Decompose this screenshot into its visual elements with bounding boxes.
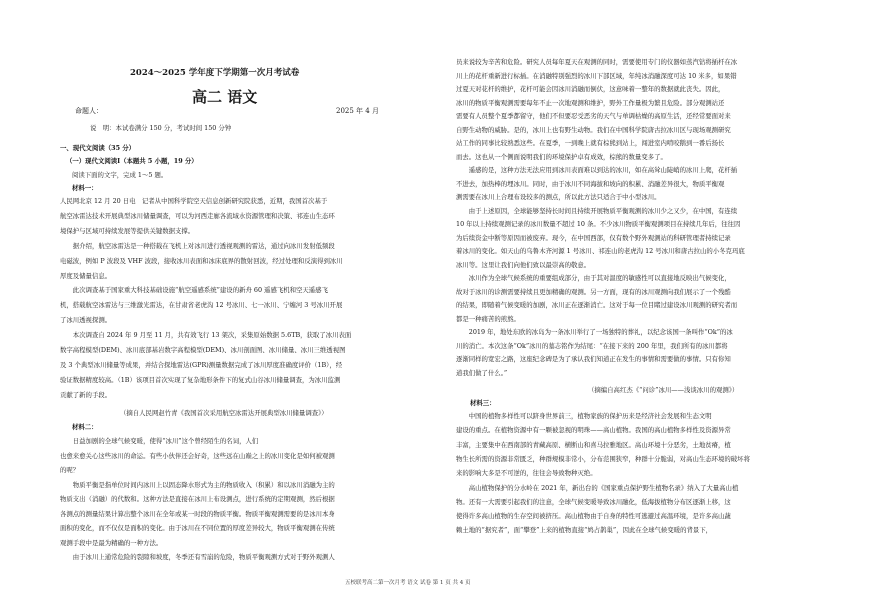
setter-label: 命题人： [75, 107, 103, 115]
text-line: 境保护与区域可持续发展等提供关键数据支撑。 [60, 226, 195, 235]
text-line: 站工作的同事比较熟悉这些。在夏季，一到晚上就有棕熊到站上，闯进室内啃咬鹅到一番后扬长 [456, 139, 725, 147]
text-line: 高山植物保护的分水岭在 2021 年，新出台的《国家重点保护野生植物名录》纳入了大量高山植 [456, 483, 739, 492]
text-line: 数字高程模型(DEM)、冰川底部基岩数字高程模型(DEM)、冰川剖面图、冰川储量、冰川三维透视图 [60, 346, 346, 354]
exam-note: 说 明：本试卷满分 150 分，考试时间 150 分钟 [90, 124, 232, 132]
text-line: 冰川等。这里让我们向他们致以最崇高的敬意。 [456, 260, 591, 269]
text-line: 员来说较为辛苦和危险。研究人员每年夏天在观测的同时，需要使用专门的仪器如蒸汽钻将插杆在冰 [456, 58, 738, 66]
text-line: 遥感的是，这种方法无法应用到冰川表面难以到达的冰川，如在高耸山陡峭的冰川上爬，花杆插 [456, 166, 738, 174]
text-line: 人民网北京 12 月 20 日电 记者从中国科学院空天信息创新研究院获悉，近期，我国首次基于 [60, 197, 328, 205]
text-line: 建设的重点。在植物资源中有一颗被忽视的明珠——高山植物。我国的高山植物多样性及资源异常 [456, 426, 731, 435]
text-line: 航空冰雷达技术开展典型冰川储量调查，可以为河西走廊各流域水资源管理和决策、祁连山生态环 [60, 211, 335, 220]
subsection-1-heading: （一）现代文阅读Ⅰ（本题共 5 小题，19 分） [66, 157, 198, 165]
exam-date: 2025 年 4 月 [336, 107, 379, 115]
text-line: 中国的植物多样性可以跻身世界前三，植物家族的保护历来是经济社会发展和生态文明 [456, 412, 712, 420]
text-line: 了冰川透视探测。 [60, 316, 112, 325]
text-line: 都是一种痛苦的煎熬。 [456, 314, 520, 323]
text-line: 逐渐同样的宽宏之路，这座纪念碑是为了承认我们知道正在发生的事情和需要做的事情。只有你知 [456, 355, 731, 363]
text-line: 日益加剧的全球气候变暖，使得“冰川”这个曾经陌生的名词，人们 [60, 437, 259, 445]
text-line: 此次调查基于国家重大科技基础设施“航空遥感系统”建设的新舟 60 遥感飞机和空天遥感飞 [60, 286, 328, 295]
section-1-heading: 一、现代文阅读（35 分） [60, 144, 136, 152]
text-line: 物质平衡是指单位时间内冰川上以固态降水形式为主的物质收入（积累）和以冰川消融为主的 [60, 480, 335, 489]
subject-title: 高二 语文 [192, 88, 258, 106]
material-3-label: 材料三： [470, 399, 496, 407]
text-line: 及 3 个典型冰川储量等成果，并结合探地雷达(GPR)测量数据完成了冰川厚度准确度评价（1B），经 [60, 360, 343, 369]
text-line: 来的影响大多是不可逆的，往往会导致物种灭绝。 [456, 469, 597, 478]
text-line: 贡献了新的手段。 [60, 390, 112, 399]
text-line: 川的消亡。本次这条“Ok”冰川的墓志铭作为结尾：“在接下来的 200 年里，我们所有的冰川都将 [456, 341, 728, 350]
text-line: 的结果，即随着气候变暖的加剧，冰川正在逐渐消亡。这对于每一位目睹过建设冰川观测的研究者而 [456, 301, 738, 309]
text-line: 赖土地的“据究者”，面“攀登”上来的植物直接“鸠占鹊巢”，因此在全球气候变暖的背景下， [456, 526, 713, 535]
text-line: 观测手段中是最为精确的一种方法。 [60, 538, 163, 547]
text-line: 10 年以上持续观测记录的冰川数量不超过 10 条。不少冰川物质平衡观测项目在持续几年后，往往因 [456, 220, 741, 228]
text-line: 验证数据精度较高。（1B）该项目首次实现了复杂地形条件下的复式山谷冰川储量调查，为冰川监测 [60, 375, 341, 384]
text-line: 而去。这也从一个侧面说明我们的环境保护卓有成效，棕熊的数量变多了。 [456, 152, 667, 161]
text-line: 使得许多高山植物的生存空间被挤压。高山植物由于自身的特性可逃避过高温环境，是许多高山蔬 [456, 512, 731, 521]
text-line: 各测点的测量结果计算出整个冰川在全年或某一时段的物质平衡。物质平衡观测需要的是冰川本身 [60, 509, 335, 518]
text-line: 由于冰川上通常危险的裂隙和坡度，冬季还有雪崩的危险，物质平衡观测方式对于野外观测人 [60, 553, 335, 561]
text-line: 丰富，主要集中在西南部的青藏高原、横断山和喜马拉雅地区。高山环境十分恶劣，土地贫瘠，植 [456, 440, 731, 449]
text-line: 道我们做了什么。” [456, 368, 508, 377]
instruction: 阅读下面的文字，完成 1～5 题。 [72, 171, 168, 179]
text-line: 冰川作为全球气候系统的重要组成部分，由于其对温度的敏感性可以直接地反映出气候变化， [456, 274, 731, 282]
material-1-label: 材料一： [72, 184, 98, 192]
text-line: 物生长所需的资源非常匮乏，种群规模非常小，分布范围狭窄，种群十分脆弱，对高山生态环境的破坏将 [456, 454, 750, 463]
text-line: 过夏天对花杆的维护，花杆可能会因冰川消融而倒伏，这意味着一整年的数据就此丧失。因此， [456, 85, 725, 93]
text-line: 为后续资金中断等原因而被废弃。现今，在中国西部，仅有数个野外观测站的科研管理者持续记录 [456, 233, 731, 242]
text-line: 自野生动物的威胁。是的，冰川上也有野生动物。我们在中国科学院唐古拉冰川区与现场观测研究 [456, 125, 731, 134]
text-line: 物质支出（消融）的代数和。这种方法是直接在冰川上布设测点，进行系统的定期观测，然后根据 [60, 495, 335, 503]
text-line: 需要有人员整个夏季都留守，他们不但要忍受恶劣的天气与单调枯燥的高原生活，还经常要面对来 [456, 112, 731, 120]
text-line: 故对于冰川的诊测需要持续且更加精确的观测。另一方面，现有的冰川观测向我们展示了一个残酷 [456, 287, 731, 296]
text-line: 本次调查自 2024 年 9 月至 11 月，共有效飞行 13 架次，采集原始数据 5.6TB，获取了冰川表面 [60, 331, 352, 340]
text-line: 的呢？ [60, 466, 80, 474]
material-2-label: 材料二： [72, 423, 98, 431]
text-line: 2019 年，地处东欧的冰岛为一条冰川举行了一场独特的葬礼，以纪念该国一条叫作“Ok”的冰 [456, 328, 733, 336]
page-footer: 五校联考高二第一次月考 语文 试卷 第 1 页 共 4 页 [345, 580, 471, 586]
text-line: 冰川的物质平衡观测需要每年不止一次地观测和维护，野外工作量极为繁且危险。部分观测站还 [456, 98, 725, 107]
text-line: 物。还有一大需要引起我们的注意，全球气候变暖导致冰川融化，低海拔植物分布区逐渐上移，这 [456, 497, 731, 506]
text-line: 机，搭载航空冰雷达与三维激光雷达，在甘肃省老虎沟 12 号冰川、七一冰川、宁缠河 3 号冰川开展 [60, 301, 343, 310]
text-line: 着冰川的变化。如天山的乌鲁木齐河源 1 号冰川、祁连山的老虎沟 12 号冰川和唐古拉山的小冬克玛底 [456, 247, 745, 255]
material-1-credit: （摘自人民网赵竹青《我国首次采用航空冰雷达开展典型冰川储量调查》） [120, 409, 328, 417]
text-line: 不进去，加热棒的埋冰川。同时，由于冰川不同海拔和坡向的积累、消融差异很大，物质平衡观 [456, 179, 725, 188]
material-2-credit: （摘编自高红杰《“问诊”冰川——浅谈冰川的观测》） [588, 386, 739, 394]
text-line: 电磁波，例如 P 波段及 VHF 波段，接收冰川表面和冰床底界的散射回波，经过处理和反演得到冰川 [60, 256, 343, 265]
text-line: 也愈来愈关心这些冰川的命运。有些小伙伴还会好奇，这些远在山巅之上的冰川变化是如何被观测 [60, 451, 335, 460]
text-line: 面积的变化，而不仅仅是面积的变化。由于冰川在不同位置的厚度差异较大，物质平衡观测在传统 [60, 524, 335, 532]
text-line: 川上的花杆重新进行标插。在消融特别强烈的冰川下部区域，年纯冰消融深度可达 10 米多，如果错 [456, 71, 737, 80]
text-line: 由于上述原因，全球能够坚持长时间且持续开展物质平衡观测的冰川少之又少，在中国，有连续 [456, 206, 738, 215]
text-line: 据介绍，航空冰雷达是一种搭载在飞机上对冰川进行透视观测的雷达，通过向冰川发射低频段 [60, 241, 335, 250]
text-line: 测需要在冰川上合理布设较多的测点，所以此方法只适合于中小型冰川。 [456, 193, 661, 201]
exam-title: 2024～2025 学年度下学期第一次月考试卷 [130, 68, 300, 78]
text-line: 厚度及储量信息。 [60, 271, 112, 280]
